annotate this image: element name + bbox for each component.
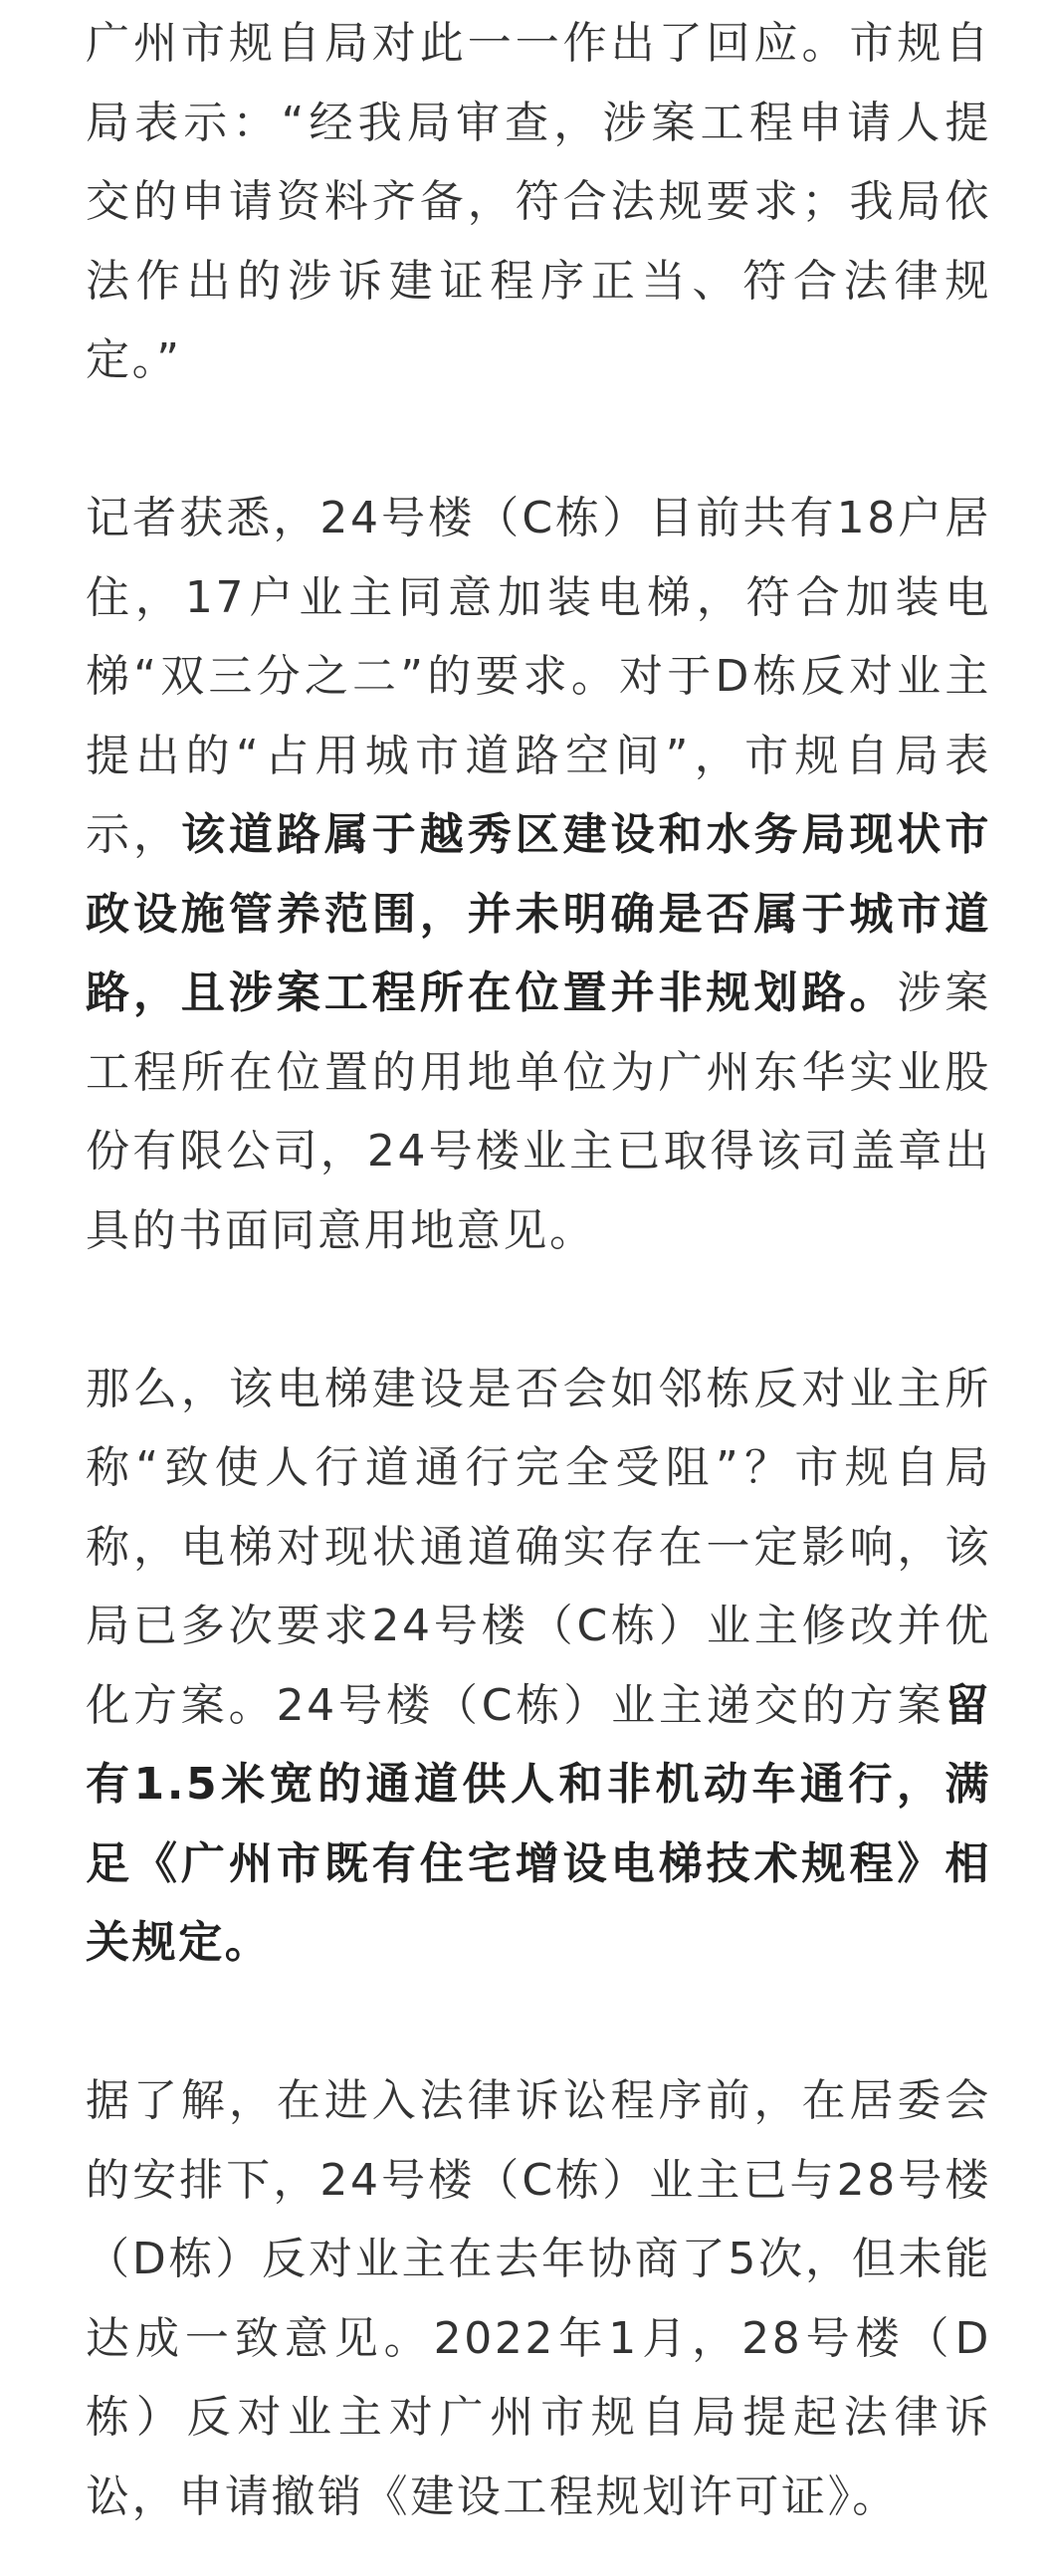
text-segment: 那么，该电梯建设是否会如邻栋反对业主所称“致使人行道通行完全受阻”？市规自局称，电梯对现状通道确实存在一定影响，该局已多次要求24号楼（C栋）业主修改并优化方案。24号楼（C栋）业主递交的方案 — [86, 1363, 991, 1731]
text-segment: 广州市规自局对此一一作出了回应。市规自局表示：“经我局审查，涉案工程申请人提交的申请资料齐备，符合法规要求；我局依法作出的涉诉建证程序正当、符合法律规定。” — [86, 18, 991, 385]
paragraph-residents — [86, 479, 991, 1270]
text-segment: 记者获悉，24号楼（C栋）目前共有18户居住，17户业主同意加装电梯，符合加装电梯“双三分之二”的要求。对于D栋反对业主提出的“占用城市道路空间”，市规自局表示， — [86, 493, 991, 860]
paragraph-lawsuit — [86, 2061, 991, 2536]
paragraph-walkway — [86, 1350, 991, 1983]
text-segment: 涉案工程所在位置的用地单位为广州东华实业股份有限公司，24号楼业主已取得该司盖章出具的书面同意用地意见。 — [86, 967, 992, 1256]
bold-text-segment: 留有1.5米宽的通道供人和非机动车通行，满足《广州市既有住宅增设电梯技术规程》相关规定。 — [86, 1679, 991, 1968]
bold-text-segment: 该道路属于越秀区建设和水务局现状市政设施管养范围，并未明确是否属于城市道路，且涉案工程所在位置并非规划路。 — [86, 809, 991, 1018]
article-body — [86, 0, 991, 2536]
paragraph-response — [86, 4, 991, 400]
text-segment: 据了解，在进入法律诉讼程序前，在居委会的安排下，24号楼（C栋）业主已与28号楼（D栋）反对业主在去年协商了5次，但未能达成一致意见。2022年1月，28号楼（D栋）反对业主对广州市规自局提起法律诉讼，申请撤销《建设工程规划许可证》。 — [86, 2075, 991, 2522]
